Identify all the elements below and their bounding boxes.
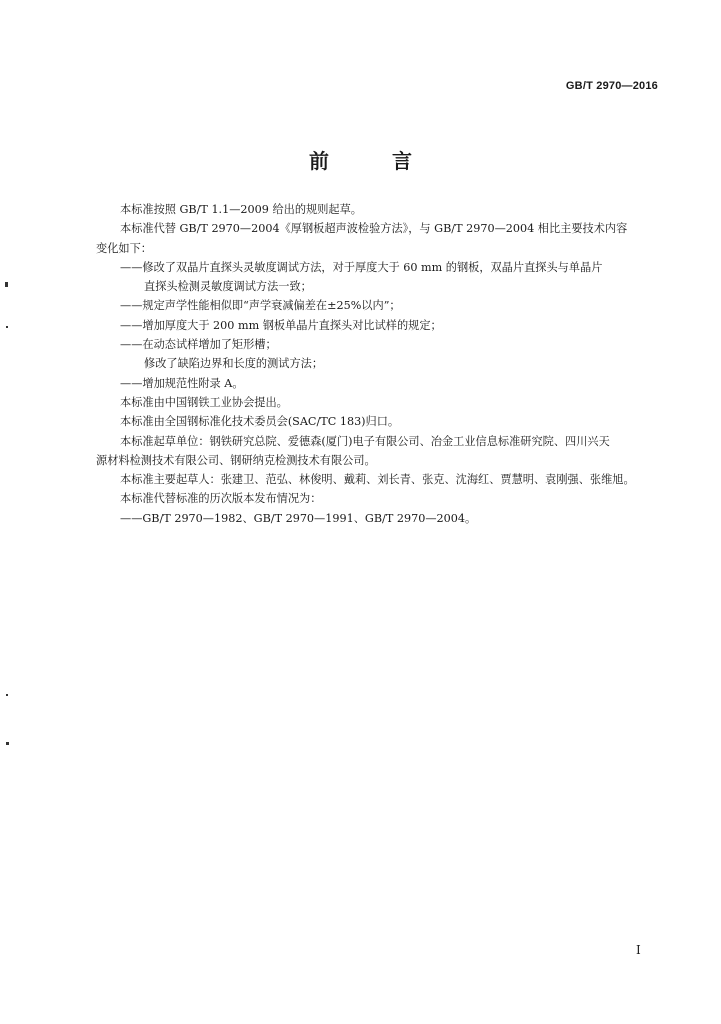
paragraph-drafters: 本标准主要起草人：张建卫、范弘、林俊明、戴莉、刘长青、张克、沈海红、贾慧明、袁刚强、张维旭。 bbox=[120, 473, 635, 487]
paragraph-replacement: 本标准代替 GB/T 2970—2004《厚钢板超声波检验方法》，与 GB/T 2970—2004 相比主要技术内容 bbox=[120, 222, 628, 236]
paragraph-drafting-units: 本标准起草单位：钢铁研究总院、爱德森(厦门)电子有限公司、冶金工业信息标准研究院、四川兴天 bbox=[120, 434, 610, 448]
standard-number: GB/T 2970—2016 bbox=[565, 80, 658, 92]
change-item-3: ——增加厚度大于 200 mm 钢板单晶片直探头对比试样的规定； bbox=[120, 318, 442, 332]
scan-mark bbox=[6, 742, 9, 745]
change-item-5: ——增加规范性附录 A。 bbox=[120, 376, 244, 390]
foreword-body bbox=[96, 200, 665, 528]
paragraph-drafting-units-cont: 源材料检测技术有限公司、钢研纳克检测技术有限公司。 bbox=[96, 453, 376, 467]
page-number: I bbox=[636, 943, 641, 957]
change-item-1-cont: 直探头检测灵敏度调试方法一致； bbox=[144, 280, 312, 294]
page-title: 前 言 bbox=[309, 149, 440, 173]
paragraph-proposer: 本标准由中国钢铁工业协会提出。 bbox=[120, 395, 288, 409]
change-item-2: ——规定声学性能相似即“声学衰减偏差在±25%以内”； bbox=[120, 299, 401, 313]
paragraph-drafting-rules: 本标准按照 GB/T 1.1—2009 给出的规则起草。 bbox=[120, 203, 362, 216]
change-item-4: ——在动态试样增加了矩形槽； bbox=[120, 338, 277, 352]
change-item-1: ——修改了双晶片直探头灵敏度调试方法，对于厚度大于 60 mm 的钢板，双晶片直探头与单晶片 bbox=[120, 260, 603, 274]
change-item-4-cont: 修改了缺陷边界和长度的测试方法； bbox=[144, 357, 324, 371]
scan-mark bbox=[6, 326, 8, 328]
paragraph-replacement-cont: 变化如下： bbox=[96, 241, 152, 255]
paragraph-centralized: 本标准由全国钢标准化技术委员会(SAC/TC 183)归口。 bbox=[120, 415, 400, 429]
paragraph-history: 本标准代替标准的历次版本发布情况为： bbox=[120, 492, 322, 506]
scan-mark bbox=[5, 282, 8, 287]
scan-mark bbox=[6, 694, 8, 696]
history-item: ——GB/T 2970—1982、GB/T 2970—1991、GB/T 2970—2004。 bbox=[120, 511, 477, 525]
